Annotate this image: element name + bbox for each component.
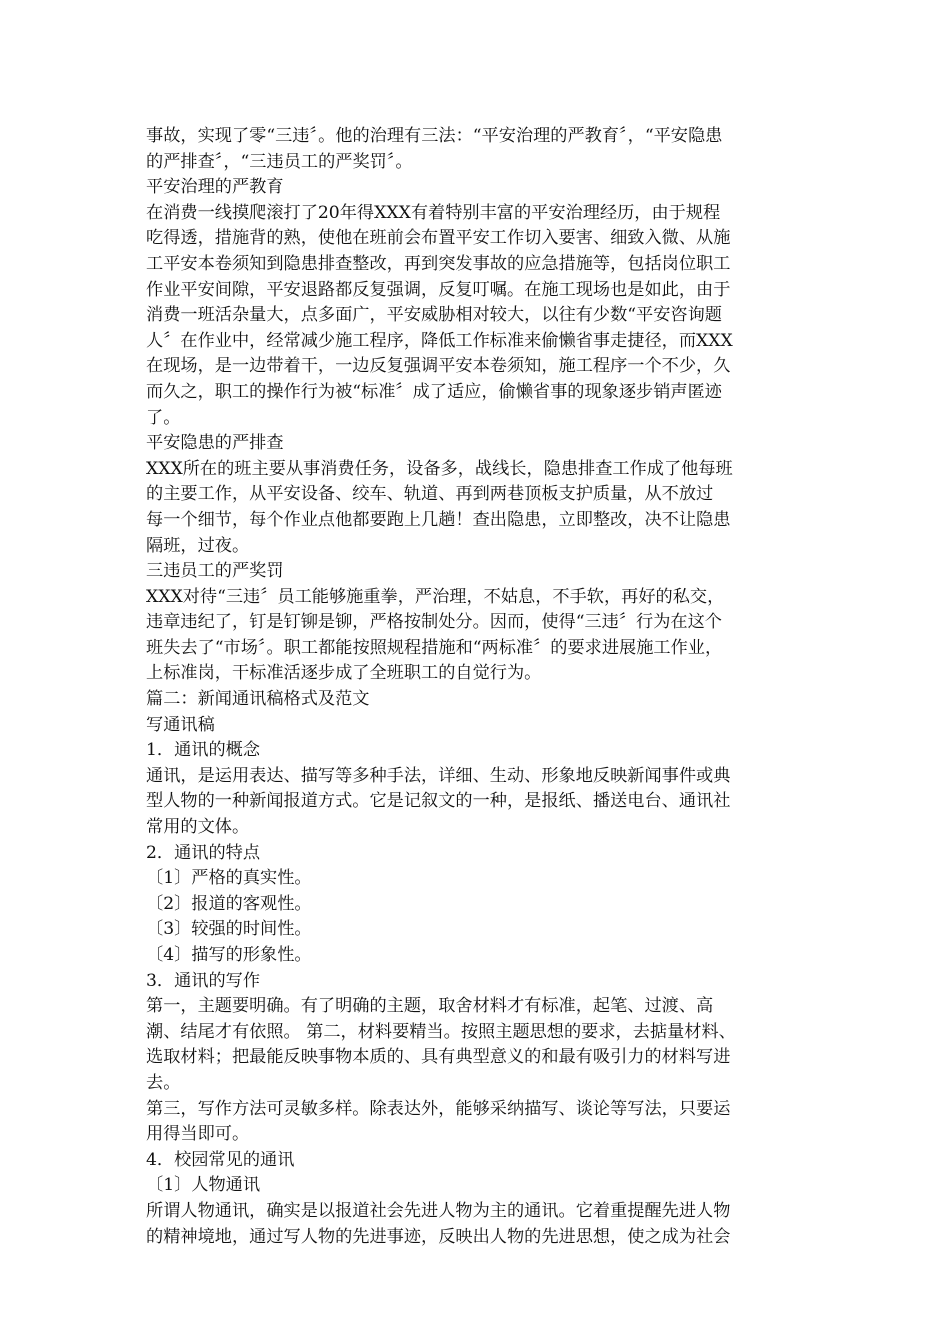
text-line: 常用的文体。	[146, 817, 250, 838]
text-line: 写通讯稿	[146, 714, 215, 735]
text-line: 选取材料；把最能反映事物本质的、具有典型意义的和最有吸引力的材料写进	[146, 1047, 731, 1068]
text-line: 作业平安间隙，平安退路都反复强调，反复叮嘱。在施工现场也是如此，由于	[146, 279, 731, 300]
text-line: 通讯，是运用表达、描写等多种手法，详细、生动、形象地反映新闻事件或典	[146, 765, 731, 786]
text-line: 平安隐患的严排查	[146, 433, 284, 454]
text-line: 平安治理的严教育	[146, 177, 284, 198]
text-line: 工平安本卷须知到隐患排查整改，再到突发事故的应急措施等，包括岗位职工	[146, 253, 731, 274]
text-line: 每一个细节，每个作业点他都要跑上几趟！查出隐患，立即整改，决不让隐患	[146, 509, 731, 530]
text-line: 所谓人物通讯，确实是以报道社会先进人物为主的通讯。它着重提醒先进人物	[146, 1200, 731, 1221]
text-line: 违章违纪了，钉是钉铆是铆，严格按制处分。因而，使得“三违〞行为在这个	[146, 612, 722, 633]
text-line: 型人物的一种新闻报道方式。它是记叙文的一种，是报纸、播送电台、通讯社	[146, 791, 731, 812]
text-line: 吃得透，措施背的熟，使他在班前会布置平安工作切入要害、细致入微、从施	[146, 228, 731, 249]
text-line: 三违员工的严奖罚	[146, 561, 284, 582]
text-line: 2．通讯的特点	[146, 842, 261, 863]
text-line: 〔4〕描写的形象性。	[146, 945, 312, 965]
text-line: 第三，写作方法可灵敏多样。除表达外，能够采纳描写、谈论等写法，只要运	[146, 1098, 731, 1119]
text-line: 的严排查〞，“三违员工的严奖罚〞。	[146, 151, 413, 172]
text-line: 〔2〕报道的客观性。	[146, 893, 312, 914]
text-line: 隔班，过夜。	[146, 535, 250, 556]
text-line: 的精神境地，通过写人物的先进事迹，反映出人物的先进思想，使之成为社会	[146, 1226, 731, 1247]
text-line: 班失去了“市场〞。职工都能按照规程措施和“两标准〞的要求进展施工作业，	[146, 637, 723, 658]
text-line: 1．通讯的概念	[146, 740, 261, 761]
text-line: 而久之，职工的操作行为被“标准〞成了适应，偷懒省事的现象逐步销声匿迹	[146, 381, 722, 402]
text-line: 人〞在作业中，经常减少施工程序，降低工作标准来偷懒省事走捷径，而XXX	[146, 330, 733, 351]
text-line: XXX所在的班主要从事消费任务，设备多，战线长，隐患排查工作成了他每班	[146, 458, 733, 479]
text-line: 用得当即可。	[146, 1124, 250, 1145]
text-line: 在消费一线摸爬滚打了20年得XXX有着特别丰富的平安治理经历，由于规程	[146, 202, 721, 223]
text-line: 第一，主题要明确。有了明确的主题，取舍材料才有标准，起笔、过渡、高	[146, 996, 714, 1017]
text-line: 〔1〕人物通讯	[146, 1175, 261, 1196]
text-line: 事故，实现了零“三违〞。他的治理有三法：“平安治理的严教育〞，“平安隐患	[146, 126, 723, 146]
text-line: 上标准岗，干标准活逐步成了全班职工的自觉行为。	[146, 663, 542, 684]
text-line: 消费一班活杂量大，点多面广，平安威胁相对较大，以往有少数“平安咨询题	[146, 305, 722, 326]
text-line: 在现场，是一边带着干，一边反复强调平安本卷须知，施工程序一个不少，久	[146, 356, 731, 377]
text-line: 篇二：新闻通讯稿格式及范文	[146, 689, 370, 710]
text-line: 潮、结尾才有依照。 第二，材料要精当。按照主题思想的要求，去掂量材料、	[146, 1021, 736, 1042]
document-body	[146, 124, 806, 1250]
text-line: 的主要工作，从平安设备、绞车、轨道、再到两巷顶板支护质量，从不放过	[146, 484, 714, 505]
text-line: 4．校园常见的通讯	[146, 1149, 295, 1170]
text-line: XXX对待“三违〞员工能够施重拳，严治理，不姑息，不手软，再好的私交，	[146, 586, 725, 607]
text-line: 〔3〕较强的时间性。	[146, 919, 312, 940]
text-line: 〔1〕严格的真实性。	[146, 868, 312, 889]
text-line: 了。	[146, 407, 181, 428]
text-line: 去。	[146, 1072, 181, 1093]
text-line: 3．通讯的写作	[146, 970, 261, 991]
